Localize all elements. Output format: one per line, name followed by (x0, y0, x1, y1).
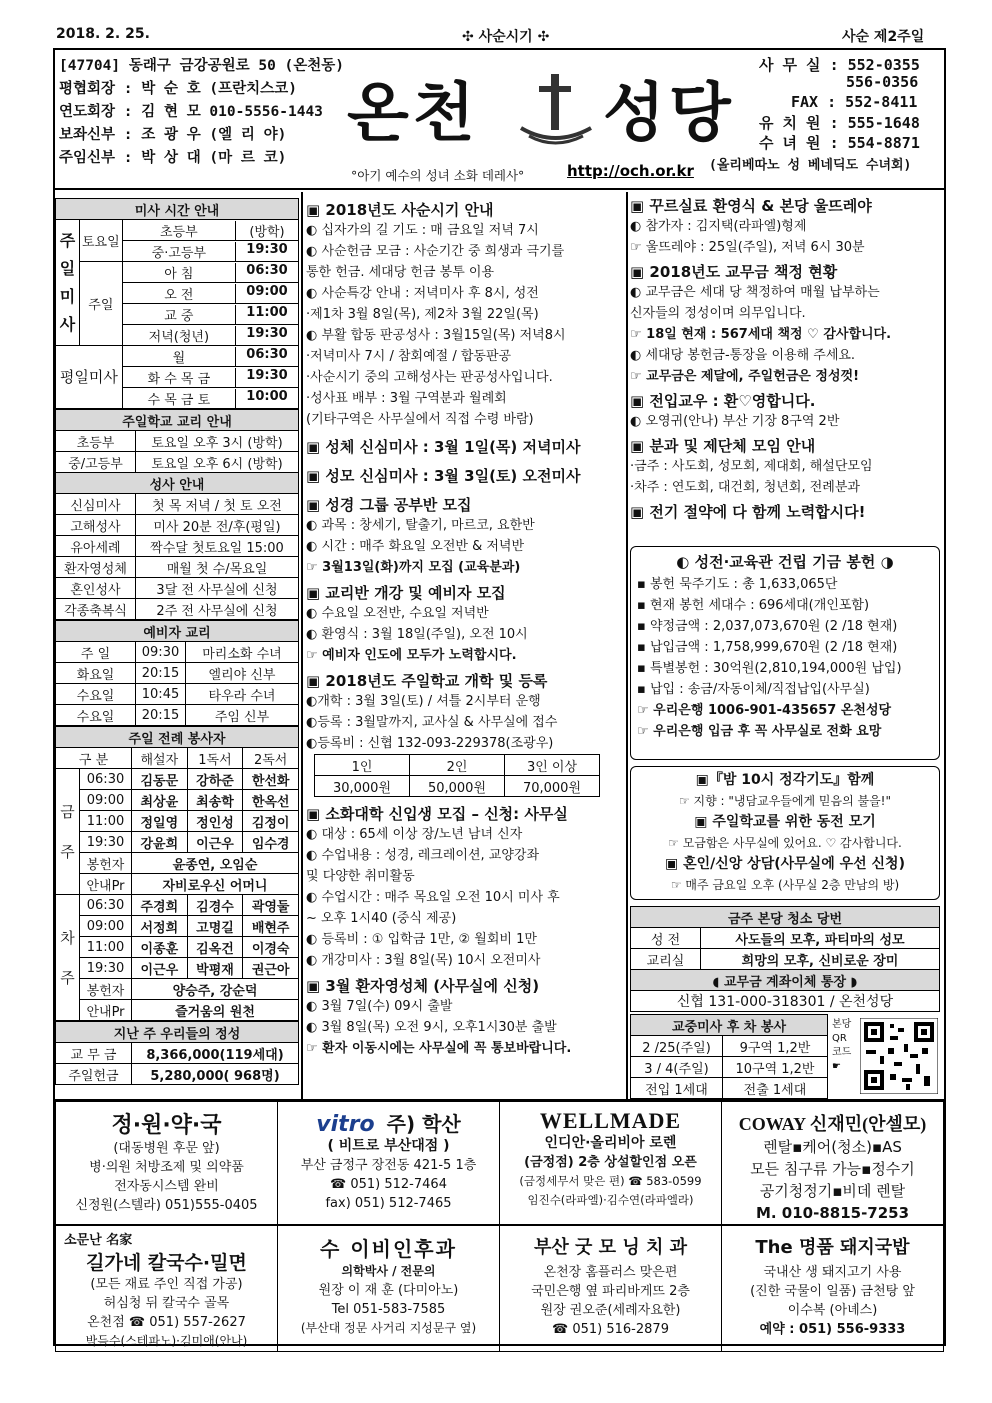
contact-fax: FAX : 552-8411 (791, 93, 918, 111)
ad-wellmade[interactable] (500, 1102, 722, 1225)
contact-kinder: 유 치 원 : 555-1648 (759, 114, 920, 132)
server-time: 19:30 (80, 958, 132, 979)
ad-line: 전자동시스템 완비 (114, 1179, 219, 1194)
vitro-logo: vitro (316, 1112, 375, 1137)
mass-name: 화 수 목 금 (123, 368, 236, 387)
server-name: 강윤희 (132, 832, 188, 853)
server-name: 김동문 (132, 769, 188, 790)
top-bar (56, 24, 940, 46)
fee-table (314, 754, 600, 797)
ad-line: fax) 051) 512-7465 (325, 1196, 452, 1211)
prayer-line: ☞ 지향 : "냉담교우들에게 믿음의 불을!" (678, 794, 891, 808)
sacrament-title: 성사 안내 (56, 473, 299, 494)
notice-line: ~ 오후 1시40 (중식 제공) (306, 911, 457, 926)
ad-noodles[interactable] (56, 1225, 278, 1352)
school-grade: 초등부 (56, 431, 136, 452)
server-name: 이경숙 (243, 937, 299, 958)
notice-line: ◐ 등록비 : ① 입학금 1만, ② 월회비 1만 (306, 932, 537, 947)
header-person: 연도회장 : 김 현 모 010-5556-1443 (59, 104, 323, 120)
notice-line: ☞ 3월13일(화)까지 모집 (교육분과) (306, 560, 521, 575)
header-person: 주임신부 : 박 상 대 (마 르 코) (59, 150, 287, 166)
fee-head: 2인 (410, 755, 505, 776)
mass-name: 교 중 (123, 305, 236, 324)
ad-title: 길가네 칼국수·밀면 (86, 1252, 247, 1274)
season-label: ✣ 사순시기 ✣ (462, 29, 550, 45)
fund-box (630, 546, 940, 760)
qr-code-icon[interactable] (860, 1018, 938, 1094)
notice-line: ·제1차 3월 8일(목), 제2차 3월 22일(목) (306, 307, 539, 322)
account-title: ◖ 교무금 계좌이체 통장 ◗ (631, 970, 940, 991)
ad-line: 허심청 뒤 칼국수 골목 (103, 1296, 230, 1311)
catechumen-table (55, 620, 299, 726)
class-day: 수요일 (56, 684, 136, 705)
ad-line: 렌탈▪케어(청소)▪AS (763, 1138, 902, 1156)
offering-kind: 주일헌금 (56, 1064, 132, 1085)
cleaning-place: 성 전 (631, 928, 701, 949)
fund-line: ▪ 봉헌 묵주기도 : 총 1,633,065단 (637, 577, 838, 592)
server-name: 권근아 (243, 958, 299, 979)
ad-title: 수 이비인후과 (320, 1237, 457, 1261)
mass-time: 09:00 (246, 283, 288, 299)
sacrament-name: 고해성사 (56, 515, 136, 536)
title-left: 온천 (347, 76, 479, 151)
server-name: 김정이 (243, 811, 299, 832)
class-day: 수요일 (56, 705, 136, 726)
header-person: 평협회장 : 박 순 호 (프란치스코) (59, 81, 297, 97)
school-time: 토요일 오후 6시 (방학) (136, 452, 299, 473)
dues-title: ▣ 2018년도 교무금 책정 현황 (630, 263, 838, 281)
fee-value: 30,000원 (315, 776, 410, 797)
class-time: 20:15 (136, 663, 186, 684)
notice-line: ◐개학 : 3월 3일(토) / 셔틀 2시부터 운행 (306, 694, 541, 709)
prayer-line: ▣『밤 10시 정각기도』함께 (695, 772, 875, 788)
cleaning-group: 희망의 모후, 신비로운 장미 (701, 949, 940, 970)
notice-line: ·차주 : 연도회, 대건회, 청년회, 전례분과 (630, 480, 860, 495)
notice-line: ☞ 예비자 인도에 모두가 노력합시다. (306, 648, 517, 663)
class-teacher: 마리소화 수녀 (186, 642, 299, 663)
server-name: 자비로우신 어머니 (132, 874, 299, 895)
ad-coway[interactable] (722, 1102, 944, 1225)
ad-title: 주) 학산 (386, 1112, 461, 1136)
mass-time: 19:30 (246, 325, 288, 341)
server-name: 즐거움의 원천 (132, 1000, 299, 1021)
notice-line: ☞ 교무금은 제달에, 주일헌금은 정성껏! (630, 369, 859, 384)
ad-title: 정·원·약·국 (111, 1113, 222, 1138)
class-teacher: 주임 신부 (186, 705, 299, 726)
ad-tag: 소문난 名家 (64, 1233, 133, 1248)
server-name: 김경수 (187, 895, 243, 916)
mass-time: 19:30 (246, 367, 288, 383)
ad-line: 이수복 (아녜스) (787, 1303, 878, 1318)
ad-line: 국민은행 옆 파리바게뜨 2층 (531, 1284, 690, 1299)
ad-line: 모든 침구류 가능▪정수기 (750, 1160, 915, 1178)
notice-line: ◐ 십자가의 길 기도 : 매 금요일 저녁 7시 (306, 223, 539, 238)
sacrament-info: 3달 전 사무실에 신청 (136, 578, 299, 599)
notice-line: ◐ 사순헌금 모금 : 사순기간 중 희생과 극기를 (306, 244, 565, 259)
server-time: 09:00 (80, 790, 132, 811)
mass-time: 10:00 (246, 388, 288, 404)
server-name: 이근우 (132, 958, 188, 979)
week-label: 사순 제2주일 (842, 29, 925, 45)
fee-head: 1인 (315, 755, 410, 776)
server-time: 06:30 (80, 769, 132, 790)
ad-line: (금정점) 2층 상설할인점 오픈 (524, 1155, 697, 1170)
server-name: 주경희 (132, 895, 188, 916)
servers-title: 주일 전례 봉사자 (56, 727, 299, 748)
server-name: 최송학 (187, 790, 243, 811)
sacrament-name: 유아세례 (56, 536, 136, 557)
offering-title: 지난 주 우리들의 정성 (56, 1022, 299, 1043)
sunday-label: 주일 (80, 262, 123, 346)
notice-line: ◐ 3월 7일(수) 09시 출발 (306, 999, 453, 1014)
sacrament-info: 2주 전 사무실에 신청 (136, 599, 299, 620)
cleaning-place: 교리실 (631, 949, 701, 970)
account-number: 신협 131-000-318301 / 온천성당 (631, 991, 940, 1012)
server-role: 안내Pr (80, 1000, 132, 1021)
server-name: 양승주, 강순덕 (132, 979, 299, 1000)
sacrament-name: 각종축복식 (56, 599, 136, 620)
tea-group: 전출 1세대 (722, 1078, 827, 1099)
ad-line: (대동병원 후문 앞) (113, 1141, 220, 1156)
mass-name: 초등부 (123, 221, 236, 240)
class-time: 09:30 (136, 642, 186, 663)
servers-head: 1독서 (187, 748, 243, 769)
prayer-line: ☞ 모금함은 사무실에 있어요. ♡ 감사합니다. (668, 836, 902, 850)
mass-time-table (55, 198, 299, 409)
contact-office: 사 무 실 : 552-0355 (759, 56, 920, 74)
saturday-label: 토요일 (80, 220, 123, 262)
notice-line: ◐ 수요일 오전반, 수요일 저녁반 (306, 606, 489, 621)
catechism-title: ▣ 교리반 개강 및 예비자 모집 (306, 584, 506, 602)
server-name: 고명길 (187, 916, 243, 937)
cleaning-title: 금주 본당 청소 당번 (631, 907, 940, 928)
fund-title: ◐ 성전·교육관 건립 기금 봉헌 ◑ (676, 553, 894, 571)
notice-line: 통한 헌금. 세대당 헌금 봉투 이용 (306, 265, 495, 280)
ad-line: ☎ 051) 512-7464 (330, 1177, 447, 1192)
parish-url-link[interactable]: http://och.or.kr (567, 162, 694, 180)
tea-service-title: 교중미사 후 차 봉사 (631, 1015, 828, 1036)
fund-line: ☞ 우리은행 1006-901-435657 온천성당 (637, 703, 892, 718)
server-time: 06:30 (80, 895, 132, 916)
mass-name: 저녁(청년) (123, 326, 236, 345)
sacrament-info: 미사 20분 전/후(평일) (136, 515, 299, 536)
notice-line: ◐ 수업내용 : 성경, 레크레이션, 교양강좌 (306, 848, 540, 863)
sunday-mass-label: 주일미사 (56, 220, 80, 346)
ad-line: 국내산 생 돼지고기 사용 (763, 1265, 902, 1280)
notice-line: ◐ 대상 : 65세 이상 장/노년 남녀 신자 (306, 827, 523, 842)
ad-title: The 명품 돼지국밥 (755, 1237, 910, 1258)
class-time: 10:45 (136, 684, 186, 705)
class-day: 주 일 (56, 642, 136, 663)
mass-time: 06:30 (246, 346, 288, 362)
fund-line: ☞ 우리은행 입금 후 꼭 사무실로 전화 요망 (637, 724, 882, 739)
address: [47704] 동래구 금강공원로 50 (온천동) (59, 58, 345, 74)
sunday-school-title: ▣ 2018년도 주일학교 개학 및 등록 (306, 672, 548, 690)
ad-title: COWAY 신재민(안셀모) (738, 1114, 927, 1134)
notice-line: ☞ 울뜨레야 : 25일(주일), 저녁 6시 30분 (630, 240, 865, 255)
sacrament-name: 신심미사 (56, 494, 136, 515)
next-week-label: 차주 (56, 895, 80, 1021)
convent-name: (올리베따노 성 베네딕도 수녀회) (709, 158, 912, 173)
server-name: 곽영둘 (243, 895, 299, 916)
server-name: 서정희 (132, 916, 188, 937)
server-role: 봉헌자 (80, 979, 132, 1000)
ad-line: 원장 권오준(세례자요한) (540, 1303, 681, 1318)
server-time: 09:00 (80, 916, 132, 937)
server-name: 최상윤 (132, 790, 188, 811)
notice-line: 신자들의 정성이며 의무입니다. (630, 306, 806, 321)
fund-line: ▪ 현재 봉헌 세대수 : 696세대(개인포함) (637, 598, 870, 613)
weekday-mass-label: 평일미사 (56, 346, 123, 409)
ad-line: 온천점 ☎ 051) 557-2627 (87, 1315, 246, 1330)
sacrament-info: 짝수달 첫토요일 15:00 (136, 536, 299, 557)
server-name: 강하준 (187, 769, 243, 790)
fee-head: 3인 이상 (505, 755, 600, 776)
tea-date: 전입 1세대 (631, 1078, 723, 1099)
servers-head: 구 분 (56, 748, 132, 769)
notice-line: ◐ 수업시간 : 매주 목요일 오전 10시 미사 후 (306, 890, 560, 905)
mass-name: 수 목 금 토 (123, 389, 236, 408)
ad-vitro[interactable] (278, 1102, 500, 1225)
lent-title: ▣ 2018년도 사순시기 안내 (306, 201, 494, 219)
server-name: 이근우 (187, 832, 243, 853)
notice-line: ·성사표 배부 : 3월 구역분과 월례회 (306, 391, 507, 406)
divider (301, 192, 303, 1099)
groups-title: ▣ 분과 및 제단체 모임 안내 (630, 437, 816, 455)
notice-line: ◐ 교무금은 세대 당 책정하여 매월 납부하는 (630, 285, 880, 300)
notice-line: ◐등록비 : 신협 132-093-229378(조광우) (306, 736, 554, 751)
ad-line: (모든 재료 주인 직접 가공) (90, 1277, 243, 1292)
fund-line: ▪ 납입금액 : 1,758,999,670원 (2 /18 현재) (637, 640, 898, 655)
mass-name: 아 침 (123, 263, 236, 282)
sacrament-info: 매월 첫 수/목요일 (136, 557, 299, 578)
fee-value: 50,000원 (410, 776, 505, 797)
server-name: 윤종연, 오임순 (132, 853, 299, 874)
prayer-line: ☞ 매주 금요일 오후 (사무실 2층 만남의 방) (670, 878, 900, 892)
fund-line: ▪ 약정금액 : 2,037,073,670원 (2 /18 현재) (637, 619, 898, 634)
notice-line: ◐ 환영식 : 3월 18일(주일), 오전 10시 (306, 627, 528, 642)
mass-name: 중·고등부 (123, 242, 236, 261)
notice-line: ·금주 : 사도회, 성모회, 제대회, 해설단모임 (630, 459, 873, 474)
cleaning-group: 사도들의 모후, 파티마의 성모 (701, 928, 940, 949)
server-name: 김옥건 (187, 937, 243, 958)
ad-ent-clinic[interactable] (278, 1225, 500, 1352)
class-teacher: 타우라 수녀 (186, 684, 299, 705)
cursillo-title: ▣ 꾸르실료 환영식 & 본당 울뜨레야 (630, 197, 872, 215)
ad-line: 부산 금정구 장전동 421-5 1층 (300, 1158, 477, 1173)
patron-saint: °아기 예수의 성녀 소화 데레사° (351, 168, 525, 183)
sacrament-name: 혼인성사 (56, 578, 136, 599)
catechumen-title: 예비자 교리 (56, 621, 299, 642)
notice-line: ◐ 시간 : 매주 화요일 오전반 & 저녁반 (306, 539, 525, 554)
ad-gukbap[interactable] (722, 1225, 944, 1352)
eucharist-mass-title: ▣ 성체 신심미사 : 3월 1일(목) 저녁미사 (306, 438, 581, 456)
contact-convent: 수 녀 원 : 554-8871 (759, 134, 920, 152)
bible-study-title: ▣ 성경 그룹 공부반 모집 (306, 496, 472, 514)
ad-line: ( 비트로 부산대점 ) (327, 1138, 450, 1154)
notice-line: ◐ 오영귀(안나) 부산 기장 8구역 2반 (630, 414, 840, 429)
mass-time: (방학) (249, 224, 285, 240)
tea-date: 3 / 4(주일) (631, 1057, 723, 1078)
sick-communion-title: ▣ 3월 환자영성체 (사무실에 신청) (306, 977, 540, 995)
servers-head: 해설자 (132, 748, 188, 769)
ad-pharmacy[interactable] (56, 1102, 278, 1225)
notice-line: ◐등록 : 3월말까지, 교사실 & 사무실에 접수 (306, 715, 558, 730)
mass-name: 월 (123, 347, 236, 366)
title-right: 성당 (603, 76, 735, 151)
school-table (55, 409, 299, 620)
this-week-label: 금주 (56, 769, 80, 895)
class-day: 화요일 (56, 663, 136, 684)
notice-line: ☞ 18일 현재 : 567세대 책정 ♡ 감사합니다. (630, 327, 892, 342)
notice-line: (기타구역은 사무실에서 직접 수령 바람) (306, 412, 534, 427)
ad-dental[interactable] (500, 1225, 722, 1352)
ad-line: (금정세무서 맞은 편) ☎ 583-0599 (519, 1174, 702, 1188)
school-grade: 중/고등부 (56, 452, 136, 473)
ad-line: Tel 051-583-7585 (331, 1302, 446, 1317)
ad-line: (부산대 정문 사거리 지성문구 옆) (300, 1321, 477, 1335)
header (55, 50, 944, 190)
marian-mass-title: ▣ 성모 신심미사 : 3월 3일(토) 오전미사 (306, 467, 581, 485)
mass-time-title: 미사 시간 안내 (56, 199, 299, 220)
ad-title: WELLMADE (539, 1108, 682, 1133)
notice-line: ◐ 부활 합동 판공성사 : 3월15일(목) 저녁8시 (306, 328, 566, 343)
right-column (630, 192, 942, 522)
ad-line: 박득수(스테파노)·김미애(안나) (85, 1334, 248, 1348)
mass-time: 19:30 (246, 241, 288, 257)
header-person: 보좌신부 : 조 광 우 (엘 리 야) (59, 127, 287, 143)
notice-line: ◐ 세대당 봉헌금-통장을 이용해 주세요. (630, 348, 856, 363)
issue-date: 2018. 2. 25. (56, 26, 150, 42)
college-title: ▣ 소화대학 신입생 모집 – 신청: 사무실 (306, 805, 568, 823)
ads-table (55, 1101, 944, 1352)
notice-line: ◐ 개강미사 : 3월 8일(목) 10시 오전미사 (306, 953, 541, 968)
fee-value: 70,000원 (505, 776, 600, 797)
notice-line: ◐ 사순특강 안내 : 저녁미사 후 8시, 성전 (306, 286, 539, 301)
contact-office2: 556-0356 (846, 73, 919, 91)
server-name: 정인성 (187, 811, 243, 832)
notice-line: ◐ 참가자 : 김지택(라파엘)형제 (630, 219, 807, 234)
ad-line: M. 010-8815-7253 (755, 1204, 910, 1222)
ad-line: 인디안·올리비아 로렌 (544, 1135, 677, 1151)
class-teacher: 엘리야 신부 (186, 663, 299, 684)
offering-amount: 5,280,000( 968명) (132, 1064, 299, 1085)
qr-label: 본당 QR 코드 ☛ (832, 1019, 852, 1072)
servers-table (55, 726, 299, 1021)
fund-line: ▪ 특별봉헌 : 30억원(2,810,194,000원 납입) (637, 661, 902, 676)
notice-line: 및 다양한 취미활동 (306, 869, 415, 884)
mass-time: 11:00 (246, 304, 288, 320)
sacrament-info: 첫 목 저녁 / 첫 토 오전 (136, 494, 299, 515)
server-name: 배현주 (243, 916, 299, 937)
server-name: 한선화 (243, 769, 299, 790)
server-name: 한옥선 (243, 790, 299, 811)
server-role: 봉헌자 (80, 853, 132, 874)
server-name: 임수경 (243, 832, 299, 853)
server-role: 안내Pr (80, 874, 132, 895)
offering-kind: 교 무 금 (56, 1043, 132, 1064)
ad-line: ☎ 051) 516-2879 (552, 1322, 669, 1337)
servers-head: 2독서 (243, 748, 299, 769)
server-name: 정일영 (132, 811, 188, 832)
mass-time: 06:30 (246, 262, 288, 278)
left-column (55, 198, 299, 1085)
ad-line: 예약 : 051) 556-9333 (759, 1322, 906, 1337)
ad-title: 부산 굿 모 닝 치 과 (533, 1237, 688, 1258)
ad-line: 의학박사 / 전문의 (341, 1264, 436, 1278)
offering-amount: 8,366,000(119세대) (132, 1043, 299, 1064)
server-name: 이종훈 (132, 937, 188, 958)
tea-group: 9구역 1,2반 (722, 1036, 827, 1057)
notice-line: ☞ 환자 이동시에는 사무실에 꼭 통보바랍니다. (306, 1041, 572, 1056)
prayer-line: ▣ 혼인/신앙 상담(사무실에 우선 신청) (665, 856, 905, 872)
divider (626, 192, 628, 1099)
notice-line: ·저녁미사 7시 / 참회예절 / 합동판공 (306, 349, 512, 364)
server-name: 박평재 (187, 958, 243, 979)
ad-line: 공기청정기▪비데 렌탈 (759, 1182, 906, 1200)
notice-line: ◐ 3월 8일(목) 오전 9시, 오후1시30분 출발 (306, 1020, 557, 1035)
newcomers-title: ▣ 전입교우 : 환♡영합니다. (630, 392, 816, 410)
energy-title: ▣ 전기 절약에 다 함께 노력합시다! (630, 503, 866, 521)
tea-service-table (630, 1014, 828, 1099)
ad-line: 원장 이 재 훈 (다미아노) (318, 1283, 459, 1298)
tea-date: 2 /25(주일) (631, 1036, 723, 1057)
tea-group: 10구역 1,2반 (722, 1057, 827, 1078)
server-time: 11:00 (80, 937, 132, 958)
server-time: 11:00 (80, 811, 132, 832)
mass-name: 오 전 (123, 284, 236, 303)
cross-logo-icon (515, 70, 597, 150)
sacrament-name: 환자영성체 (56, 557, 136, 578)
school-time: 토요일 오후 3시 (방학) (136, 431, 299, 452)
fund-line: ▪ 납입 : 송금/자동이체/직접납입(사무실) (637, 682, 870, 697)
cleaning-table (630, 906, 940, 1012)
ad-line: 온천장 홈플러스 맞은편 (543, 1265, 678, 1280)
prayer-line: ▣ 주일학교를 위한 동전 모기 (694, 814, 876, 830)
notice-line: ·사순시기 중의 고해성사는 판공성사입니다. (306, 370, 553, 385)
school-title: 주일학교 교리 안내 (56, 410, 299, 431)
class-time: 20:15 (136, 705, 186, 726)
ad-line: 병·의원 처방조제 및 의약품 (89, 1160, 244, 1175)
ad-line: 임진수(라파엘)·김수연(라파엘라) (527, 1193, 694, 1207)
middle-column (306, 196, 624, 1059)
notice-line: ◐ 과목 : 창세기, 탈출기, 마르코, 요한반 (306, 518, 535, 533)
prayer-box (630, 766, 940, 900)
ad-line: (진한 국물이 일품) 금천탕 앞 (750, 1284, 915, 1299)
offering-table (55, 1021, 299, 1085)
ad-line: 신정원(스텔라) 051)555-0405 (75, 1198, 258, 1213)
server-time: 19:30 (80, 832, 132, 853)
